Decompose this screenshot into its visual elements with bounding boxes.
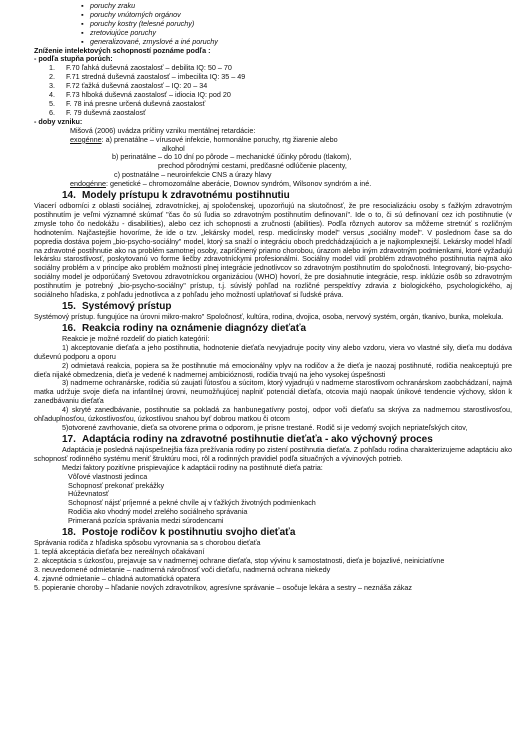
list-item: Húževnatosť (68, 489, 109, 499)
list-item: 4. F.73 hlboká duševná zaostalosť – idiocia IQ: pod 20 (49, 90, 231, 100)
section-17-text: Adaptácia je posledná najúspešnejšia fáza prežívania rodiny po zistení postihnutia dieťaťa. Z pohľadu rodina charakterizujeme adaptáciu ako schopnosť rodinného systému meniť štruktúru moci, rôl a rodinných pravidiel podľa situačných a vývinových potrieb. (34, 444, 512, 463)
section-17-heading: 17. Adaptácia rodiny na zdravotné postihnutie dieťaťa - ako výchovný proces (62, 433, 433, 445)
exogenous-c: c) postnatálne – neuroinfekcie CNS a úrazy hlavy (114, 170, 272, 180)
list-item: 5. popieranie choroby – hľadanie nových zdravotníkov, agresívne správanie – osočuje lekára a sestry – neznáša zákaz (34, 582, 412, 592)
document-page (34, 2, 512, 592)
section-18-intro: Správania rodiča z hľadiska spôsobu vyrovnania sa s chorobou dieťaťa (34, 538, 261, 548)
list-item: 1. F.70 ľahká duševná zaostalosť – debilita IQ: 50 – 70 (49, 63, 232, 73)
section-18-heading: 18. Postoje rodičov k postihnutiu svojho dieťaťa (62, 527, 296, 539)
section-15-text: Systémový prístup. fungujúce na úrovni mikro-makro" Spoločnosť, kultúra, rodina, dvojica, osoba, nervový systém, orgán, tkanivo, bunka, molekula. (34, 312, 504, 321)
list-item: 3. F.72 ťažká duševná zaostalosť – IQ: 20 – 34 (49, 81, 208, 91)
section-heading-intellect: Zníženie intelektových schopností poznáme podľa : (34, 45, 211, 55)
exogenous-b: b) perinatálne – do 10 dní po pôrode – mechanické účinky pôrodu (tlakom), (112, 152, 352, 162)
list-item: ▪ generalizované, zmyslové a iné poruchy (90, 38, 512, 47)
section-15-heading: 15. Systémový prístup (62, 301, 172, 312)
disorder-bullet-list (90, 2, 512, 47)
list-item: Primeraná pozícia správania medzi súrodencami (68, 516, 224, 526)
list-item: 2) odmietavá reakcia, popiera sa že postihnutie má emocionálny vplyv na rodičov a že dieťa je naozaj postihnuté, rodičia neakceptujú pre dieťa nijaké obmedzenia, dieťa je vedené k nadmernej ambicióznosti, rodičia trvajú na jeho vysokej úspešnosti (34, 360, 512, 379)
exogenous-a-cont: alkohol (162, 143, 185, 153)
subheading-onset: - doby vzniku: (34, 116, 83, 126)
section-16-heading: 16. Reakcia rodiny na oznámenie diagnózy dieťaťa (62, 322, 307, 334)
subheading-degree: - podľa stupňa porúch: (34, 54, 113, 64)
list-item: ▪ poruchy zraku (90, 2, 512, 11)
list-item: Schopnosť nájsť príjemné a pekné chvíle aj v ťažkých životných podmienkach (68, 498, 316, 508)
section-14-heading: 14. Modely prístupu k zdravotnému postihnutiu (62, 190, 290, 202)
list-item: ▪ poruchy kostry (telesné poruchy) (90, 20, 512, 29)
exogenous-a: exogénne: a) prenatálne – vírusové infekcie, hormonálne poruchy, rtg žiarenie alebo (70, 134, 338, 144)
list-item: 1) akceptovanie dieťaťa a jeho postihnutia, hodnotenie dieťaťa nevyjadruje pocity viny alebo vzdoru, viera vo vlastné sily, dieťa mu dodáva duševnú podporu a oporu (34, 342, 512, 361)
list-item: 5)otvorené zavrhovanie, dieťa sa otvorene prima o odporom, je prisne trestané. Rodič si je vedomý svojich nepriateľských citov, (62, 422, 468, 432)
endogenous: endogénne: genetické – chromozomálne aberácie, Downov syndróm, Wilsonov syndróm a iné. (70, 179, 372, 189)
degree-list (49, 64, 512, 117)
exogenous-b-cont: prechod pôrodnými cestami, predčasné odlúčenie placenty, (158, 161, 347, 171)
section-18-list (34, 548, 512, 593)
list-item: Rodičia ako vhodný model zrelého sociálneho správania (68, 507, 248, 517)
list-item: 3. neuvedomené odmietanie – nadmerná náročnosť voči dieťaťu, nadmerná ochrana niekedy (34, 564, 331, 574)
list-item: Schopnosť prekonať prekážky (68, 480, 165, 490)
list-item: 3) nadmerne ochranárske, rodičia sú zaujatí ľútosťou a súcitom, ktorý vyjadrujú v nadmerne starostlivom ochranárskom zaobchádzaní, najmä matka udržuje svoje dieťa na infantilnej úrovni, neumožňujúcej naplniť potenciál dieťaťa, otcovia majú naopak únikové tendencie výchovy, sklon k zanedbávaniu dieťaťa (34, 378, 512, 406)
list-item: 4) skryté zanedbávanie, postihnutie sa pokladá za hanbunegatívny postoj, odpor voči dieťaťu sa skrýva za nadmernou starostlivosťou, ohľaduplnosťou, úzkostlivosťou, úzkostlivou snahou byť dobrou matkou či otcom (34, 405, 512, 424)
section-16-intro: Reakcie je možné rozdeliť do piatich kategórií: (62, 333, 210, 343)
list-item: Vôľové vlastnosti jedinca (68, 471, 148, 481)
list-item: 1. teplá akceptácia dieťaťa bez nereálnych očakávaní (34, 546, 205, 556)
list-item: 5. F. 78 iná presne určená duševná zaostalosť (49, 98, 206, 108)
section-14-text: Viacerí odborníci z oblasti sociálnej, zdravotníckej, aj spoločenskej, upozorňujú na skutočnosť, že pre resocializáciu osoby s ťažkým zdravotným postihnutím je veľmi významné skúmať "čas čo sú ľudia so zdravotným postihnutím definovaní". Ide o to, či sú definovaní cez ich postihnutie (v zmysle toho čo nedokážu - disabilities), alebo cez ich schopnosti a zručnosti (abilities). Podľa rôznych autorov sa môžeme stretnúť s rozličným hodnotením. Najčastejšie hovoríme, že ide o tzv. „lekársky model, resp. medicínsky model" versus „sociálny model". V poslednom čase sa do popredia dostáva pojem „bio-psycho-sociálny" model, ktorý sa snaží o integráciu oboch predchádzajúcich a je najkomplexnejší. Lekársky model hľadí na zdravotné postihnutie ako na problém samotnej osoby, zapríčinený priamo chorobou, úrazom alebo iným zdravotným podmienkami, ktoré vyžadujú lekársku starostlivosť, poskytovanú vo forme liečby zdravotníckymi profesionálmi. Sociálny model vidí problém zdravotného postihnutia najmä ako sociálny problém a v princípe ako problém možnosti plnej integrácie jednotlivcov so zdravotným postihnutím do spoločnosti. Integrovaný, bio-psycho-sociálny model je odporúčaný Svetovou zdravotníckou organizáciou (WHO) hovorí, že pre dosiahnutie integrácie, resp. inklúzie osôb so zdravotným postihnutím je potrebný „bio-psycho-sociálny" prístup, t.j. súvislý pohľad na rozličné perspektívy zdravia z biologického, psychologického, aj sociálneho hľadiska, z pohľadu jednotlivca a z pohľadu jeho možností uplatňovať si ľudské práva. (34, 201, 512, 300)
onset-intro: Mišová (2006) uvádza príčiny vzniku mentálnej retardácie: (70, 125, 256, 135)
list-item: ▪ zretoviujúce poruchy (90, 29, 512, 38)
list-item: 6. F. 79 duševná zaostalosť (49, 107, 146, 117)
list-item: 2. akceptácia s úzkosťou, prejavuje sa v nadmernej ochrane dieťaťa, stop vývinu k samostatnosti, dieťa je bojazlivé, neiniciatívne (34, 555, 445, 565)
section-17-factors-intro: Medzi faktory pozitívne prispievajúce k adaptácii rodiny na postihnuté dieťa patria: (62, 462, 323, 472)
section-17-factors (68, 473, 512, 526)
list-item: 2. F.71 stredná duševná zaostalosť – imbecilita IQ: 35 – 49 (49, 72, 246, 82)
section-16-list (34, 344, 512, 433)
list-item: ▪ poruchy vnútorných orgánov (90, 11, 512, 20)
list-item: 4. zjavné odmietanie – chladná automatická opatera (34, 573, 201, 583)
